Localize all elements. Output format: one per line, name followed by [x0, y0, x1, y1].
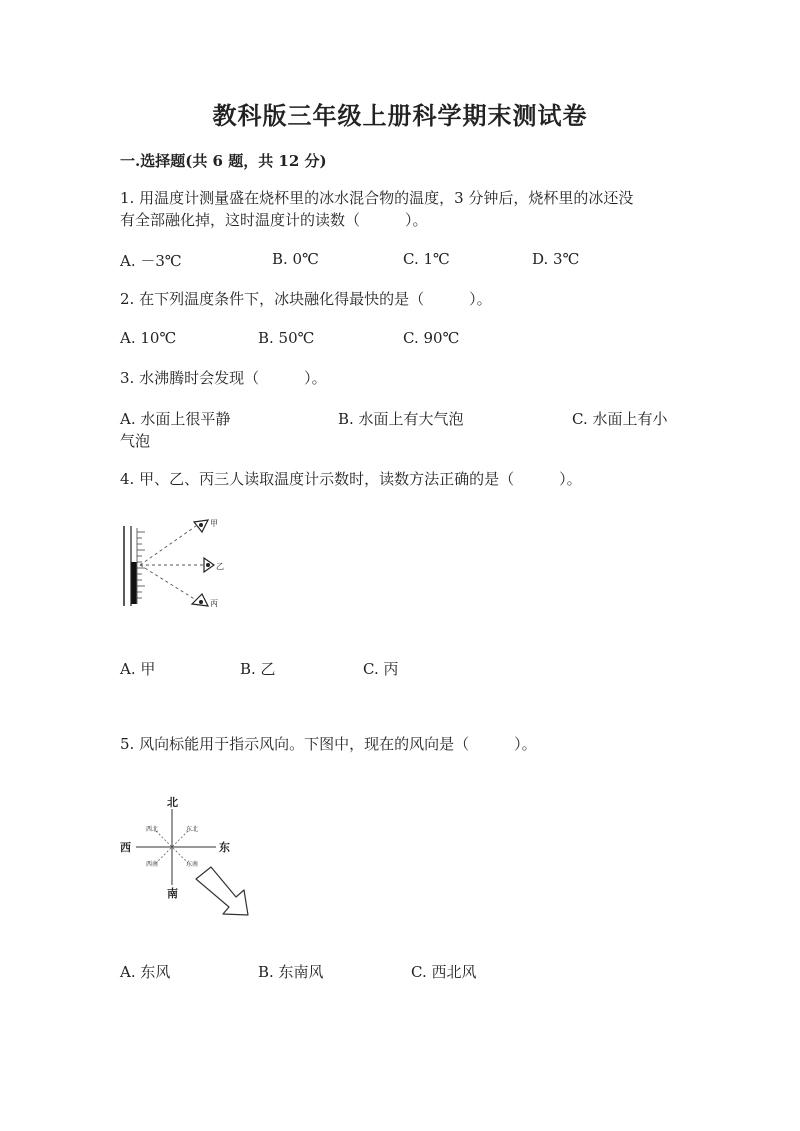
label-bing: 丙	[210, 599, 218, 608]
q2-option-a: A. 10℃	[120, 329, 177, 347]
q1-option-a: A. －3℃	[120, 252, 182, 270]
compass-ne: 东北	[186, 826, 199, 833]
q3-option-c-wrap: 气泡	[120, 432, 151, 450]
question-1-line-2: 有全部融化掉，这时温度计的读数（ ）。	[120, 211, 428, 229]
thermometer-figure	[118, 518, 228, 608]
question-1-line-1: 1. 用温度计测量盛在烧杯里的冰水混合物的温度，3 分钟后，烧杯里的冰还没	[120, 189, 634, 207]
q2-option-b: B. 50℃	[258, 329, 315, 347]
q3-option-a: A. 水面上很平静	[120, 410, 231, 428]
question-3: 3. 水沸腾时会发现（ ）。	[120, 369, 327, 387]
label-yi: 乙	[216, 562, 224, 571]
eye-icon-bing	[192, 594, 208, 606]
q1-option-c: C. 1℃	[403, 250, 450, 268]
q3-option-b: B. 水面上有大气泡	[338, 410, 464, 428]
q4-option-b: B. 乙	[240, 660, 276, 678]
section-heading: 一.选择题(共 6 题，共 12 分)	[120, 152, 327, 170]
q4-option-a: A. 甲	[120, 660, 156, 678]
compass-south: 南	[167, 887, 178, 900]
compass-se: 东南	[186, 861, 199, 868]
q3-option-c: C. 水面上有小	[572, 410, 668, 428]
compass-nw: 西北	[146, 826, 159, 833]
q2-option-c: C. 90℃	[403, 329, 460, 347]
compass-figure	[116, 793, 266, 923]
page-title: 教科版三年级上册科学期末测试卷	[212, 101, 588, 130]
q1-option-b: B. 0℃	[272, 250, 319, 268]
eye-icon-jia	[194, 520, 208, 532]
question-5: 5. 风向标能用于指示风向。下图中，现在的风向是（ ）。	[120, 735, 537, 753]
wind-arrow-icon	[196, 867, 248, 915]
q5-option-a: A. 东风	[120, 963, 171, 981]
q1-option-d: D. 3℃	[532, 250, 580, 268]
q5-option-c: C. 西北风	[411, 963, 477, 981]
compass-west: 西	[120, 841, 131, 854]
compass-north: 北	[167, 796, 178, 809]
question-2: 2. 在下列温度条件下，冰块融化得最快的是（ ）。	[120, 290, 492, 308]
compass-east: 东	[219, 841, 230, 854]
q5-option-b: B. 东南风	[258, 963, 324, 981]
q4-option-c: C. 丙	[363, 660, 399, 678]
eye-icon-yi	[204, 558, 214, 572]
question-4: 4. 甲、乙、丙三人读取温度计示数时，读数方法正确的是（ ）。	[120, 470, 582, 488]
label-jia: 甲	[210, 519, 218, 528]
compass-sw: 西南	[146, 861, 159, 868]
